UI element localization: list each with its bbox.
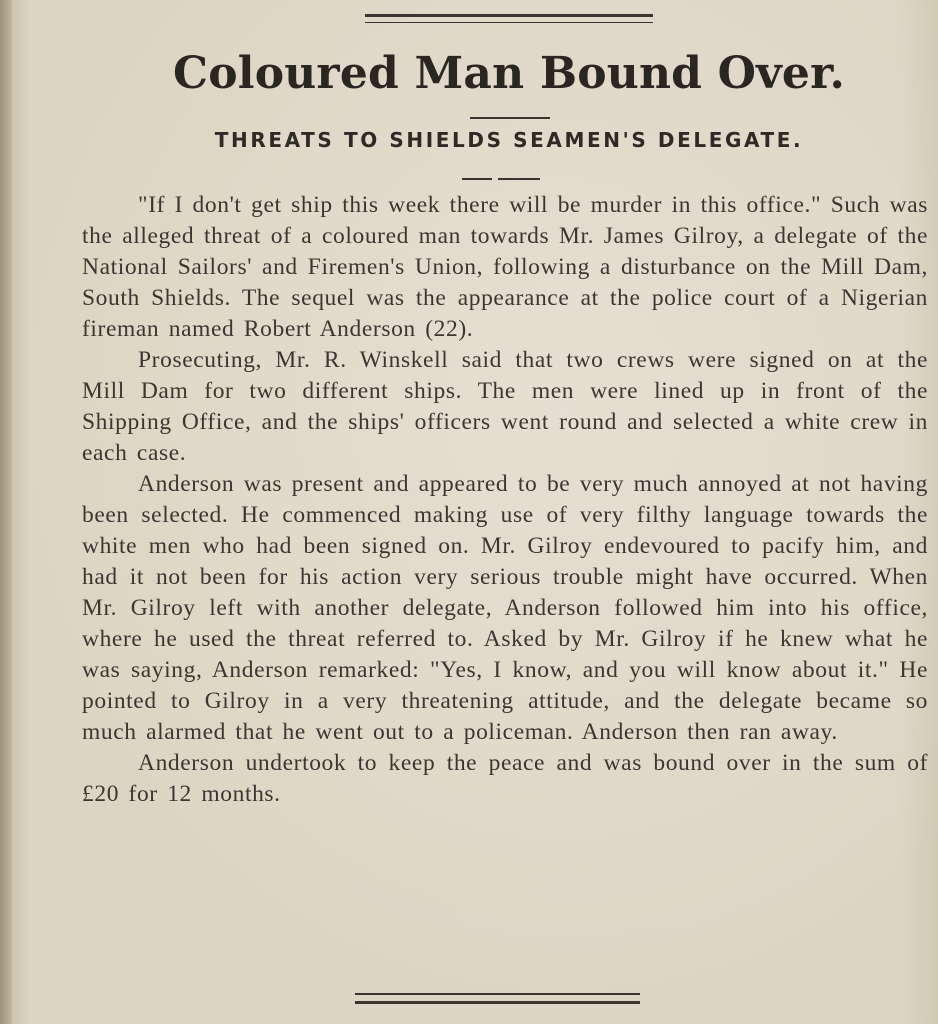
page-fold-edge (0, 0, 12, 1024)
paragraph-2: Prosecuting, Mr. R. Winskell said that two crews were signed on at the Mill Dam for two different ships. The men were lined up in front of the Shipping Office, and the ships' officers went round and selected a white crew in each case. (82, 347, 928, 466)
top-rule (365, 14, 653, 17)
subhead-dash-right (498, 178, 540, 180)
subhead-dash-left (462, 178, 492, 180)
paragraph-4: Anderson undertook to keep the peace and was bound over in the sum of £20 for 12 months. (82, 750, 928, 807)
article-body (82, 190, 928, 810)
bottom-rule (355, 1001, 640, 1004)
headline-divider (470, 117, 550, 119)
bottom-rule-thin (355, 993, 640, 995)
paragraph-3: Anderson was present and appeared to be very much annoyed at not having been selected. He commenced making use of very filthy language towards the white men who had been signed on. Mr. Gilroy endevoured to pacify him, and had it not been for his action very serious trouble might have occurred. When Mr. Gilroy left with another delegate, Anderson followed him into his office, where he used the threat referred to. Asked by Mr. Gilroy if he knew what he was saying, Anderson remarked: "Yes, I know, and you will know about it." He pointed to Gilroy in a very threatening attitude, and the delegate became so much alarmed that he went out to a policeman. Anderson then ran away. (82, 471, 928, 745)
top-rule-thin (365, 22, 653, 23)
paragraph-1: "If I don't get ship this week there will be murder in this office." Such was the alleged threat of a coloured man towards Mr. James Gilroy, a delegate of the National Sailors' and Firemen's Union, following a disturbance on the Mill Dam, South Shields. The sequel was the appearance at the police court of a Nigerian fireman named Robert Anderson (22). (82, 192, 928, 342)
headline: Coloured Man Bound Over. (173, 48, 845, 99)
subheadline: THREATS TO SHIELDS SEAMEN'S DELEGATE. (214, 128, 804, 152)
